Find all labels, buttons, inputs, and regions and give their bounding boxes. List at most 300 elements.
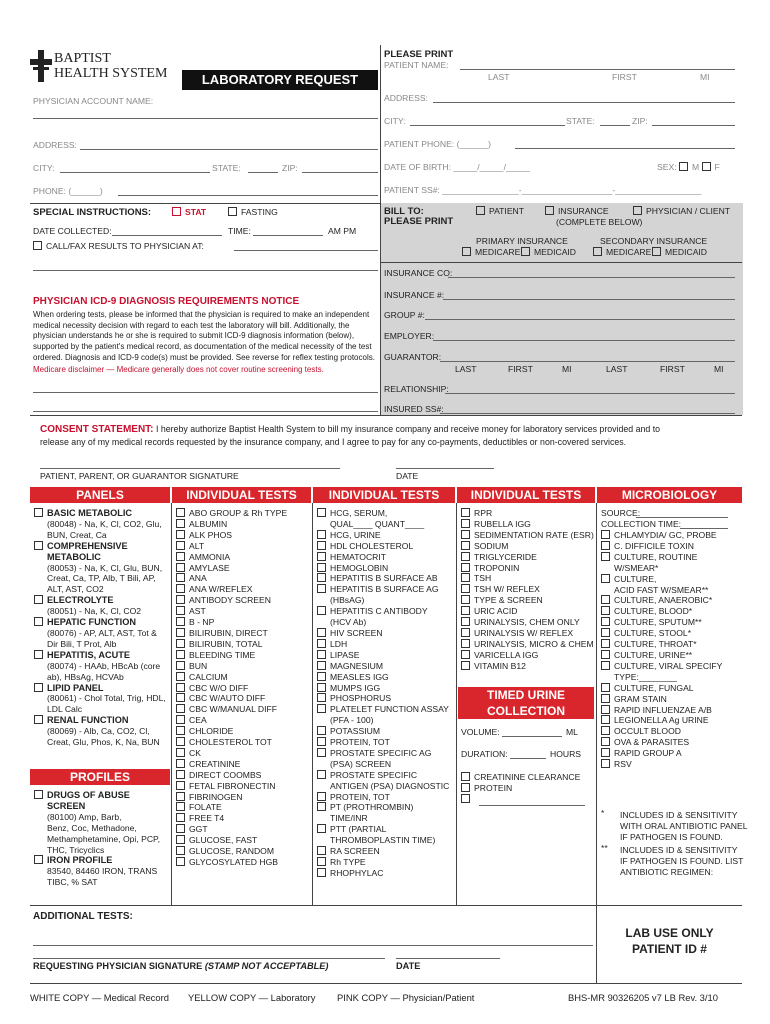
checkbox[interactable]: [601, 628, 610, 637]
guar-mi: MI: [562, 364, 572, 374]
test-option[interactable]: RUBELLA IGG: [461, 519, 594, 530]
test-option[interactable]: CBC W/MANUAL DIFF: [176, 704, 287, 715]
test-option[interactable]: RSV: [601, 759, 722, 770]
callfax-option[interactable]: CALL/FAX RESULTS TO PHYSICIAN AT:: [33, 241, 204, 252]
secondary-insurance-label: SECONDARY INSURANCE: [600, 236, 708, 246]
guar-last2: LAST: [606, 364, 628, 374]
guar-first: FIRST: [508, 364, 533, 374]
checkbox[interactable]: [317, 802, 326, 811]
test-option[interactable]: CULTURE, FUNGAL: [601, 683, 722, 694]
checkbox[interactable]: [601, 650, 610, 659]
test-option[interactable]: AMYLASE: [176, 563, 287, 574]
test-option[interactable]: HCG, URINE: [317, 530, 449, 541]
microbiology-list: CHLAMYDIA/ GC, PROBE C. DIFFICILE TOXIN CULTURE, ROUTINE W/SMEAR* CULTURE, ACID FAST W/SMEAR** CULTURE, ANAEROBIC* CULTURE, BLOOD* CULTURE, SPUTUM** CULTURE, STOOL* CULTURE, THROAT* CULTURE, URINE** CULTURE, VIRAL SPECIFY TYPE:________ CULTURE, FUNGAL GRAM STAIN RAPID INFLUENZAE A/B LEGIONELLA Ag URINE OCCULT BLOOD OVA & PARASITES RAPID GROUP A RSV: [601, 530, 722, 770]
hours-label: HOURS: [550, 749, 582, 759]
checkbox[interactable]: [34, 650, 43, 659]
test-option[interactable]: URIC ACID: [461, 606, 594, 617]
profiles-header: PROFILES: [30, 769, 170, 785]
test-option[interactable]: RA SCREEN: [317, 846, 449, 857]
test-option[interactable]: B - NP: [176, 617, 287, 628]
checkbox[interactable]: [601, 530, 610, 539]
checkbox[interactable]: [601, 748, 610, 757]
note2: INCLUDES ID & SENSITIVITY IF PATHOGEN IS FOUND. LIST ANTIBIOTIC REGIMEN:: [620, 845, 744, 877]
icd-title: PHYSICIAN ICD-9 DIAGNOSIS REQUIREMENTS NOTICE: [33, 296, 300, 307]
test-option[interactable]: CBC W/AUTO DIFF: [176, 693, 287, 704]
secondary-medicaid-option[interactable]: MEDICAID: [652, 247, 707, 258]
timed-test-option[interactable]: CREATININE CLEARANCE: [461, 772, 580, 783]
lab-use-only: LAB USE ONLY: [625, 926, 714, 940]
test-option[interactable]: VITAMIN B12: [461, 661, 594, 672]
patient-state-label: STATE:: [566, 116, 595, 126]
test-option[interactable]: HEPATIC FUNCTION: [34, 617, 166, 628]
logo: [30, 50, 180, 84]
checkbox[interactable]: [317, 748, 326, 757]
consent-statement: CONSENT STATEMENT: I hereby authorize Baptist Health System to bill my insurance company and receive money for laboratory services provided and to release any of my medical records requested by the insurance company, and I agree to pay for any co-payments, deductibles or non-covered services.: [40, 424, 661, 447]
checkbox[interactable]: [176, 595, 185, 604]
relationship-label: RELATIONSHIP:: [384, 384, 449, 394]
sex-f-checkbox[interactable]: [702, 162, 711, 171]
checkbox[interactable]: [461, 783, 470, 792]
sex-label: SEX: M F: [657, 162, 720, 172]
checkbox[interactable]: [176, 519, 185, 528]
test-option[interactable]: URINALYSIS, MICRO & CHEM: [461, 639, 594, 650]
checkbox[interactable]: [317, 683, 326, 692]
checkbox[interactable]: [461, 628, 470, 637]
test-option[interactable]: CULTURE, ANAEROBIC*: [601, 595, 722, 606]
test-option[interactable]: RAPID GROUP A: [601, 748, 722, 759]
footer-code: BHS-MR 90326205 v7 LB Rev. 3/10: [568, 992, 718, 1003]
primary-medicaid-option[interactable]: MEDICAID: [521, 247, 576, 258]
guar-last: LAST: [455, 364, 477, 374]
test-option[interactable]: C. DIFFICILE TOXIN: [601, 541, 722, 552]
checkbox[interactable]: [317, 573, 326, 582]
please-print-label: PLEASE PRINT: [384, 49, 454, 60]
checkbox[interactable]: [317, 868, 326, 877]
test-option[interactable]: FOLATE: [176, 802, 287, 813]
test-option[interactable]: OCCULT BLOOD: [601, 726, 722, 737]
test-option[interactable]: TSH W/ REFLEX: [461, 584, 594, 595]
test-option[interactable]: CEA: [176, 715, 287, 726]
test-option[interactable]: COMPREHENSIVE: [34, 541, 166, 552]
bill-please-print: PLEASE PRINT: [384, 216, 454, 227]
checkbox[interactable]: [317, 824, 326, 833]
test-option[interactable]: URINALYSIS, CHEM ONLY: [461, 617, 594, 628]
test-option[interactable]: GRAM STAIN: [601, 694, 722, 705]
checkbox[interactable]: [317, 650, 326, 659]
test-option[interactable]: SODIUM: [461, 541, 594, 552]
checkbox[interactable]: [601, 726, 610, 735]
checkbox[interactable]: [601, 694, 610, 703]
checkbox[interactable]: [176, 835, 185, 844]
ml-label: ML: [566, 727, 578, 737]
test-option[interactable]: URINALYSIS W/ REFLEX: [461, 628, 594, 639]
timed-test-option[interactable]: [461, 794, 580, 805]
test-option[interactable]: CHLORIDE: [176, 726, 287, 737]
checkbox[interactable]: [317, 693, 326, 702]
test-option[interactable]: CHLAMYDIA/ GC, PROBE: [601, 530, 722, 541]
checkbox[interactable]: [317, 584, 326, 593]
fasting-option[interactable]: FASTING: [228, 207, 278, 218]
test-option[interactable]: HEPATITIS B SURFACE AB: [317, 573, 449, 584]
checkbox[interactable]: [34, 683, 43, 692]
test-option[interactable]: CULTURE, ROUTINE: [601, 552, 722, 563]
test-option[interactable]: BUN: [176, 661, 287, 672]
checkbox[interactable]: [461, 530, 470, 539]
note1: INCLUDES ID & SENSITIVITY WITH ORAL ANTIBIOTIC PANEL IF PATHOGEN IS FOUND.: [620, 810, 748, 842]
icd-disclaimer: Medicare disclaimer — Medicare generally does not cover routine screening tests.: [33, 365, 324, 374]
checkbox[interactable]: [176, 650, 185, 659]
checkbox[interactable]: [176, 661, 185, 670]
test-option[interactable]: ELECTROLYTE: [34, 595, 166, 606]
test-option[interactable]: MAGNESIUM: [317, 661, 449, 672]
checkbox[interactable]: [601, 759, 610, 768]
checkbox[interactable]: [601, 552, 610, 561]
duration-label: DURATION:: [461, 749, 508, 759]
checkbox[interactable]: [34, 541, 43, 550]
physician-account-label: PHYSICIAN ACCOUNT NAME:: [33, 96, 154, 106]
test-option[interactable]: AMMONIA: [176, 552, 287, 563]
test-option[interactable]: RHOPHYLAC: [317, 868, 449, 879]
checkbox[interactable]: [176, 759, 185, 768]
stat-option[interactable]: STAT: [172, 207, 206, 218]
checkbox[interactable]: [461, 519, 470, 528]
checkbox[interactable]: [176, 726, 185, 735]
test-option[interactable]: Rh TYPE: [317, 857, 449, 868]
test-option[interactable]: FIBRINOGEN: [176, 792, 287, 803]
checkbox[interactable]: [34, 855, 43, 864]
individual-tests-header-1: INDIVIDUAL TESTS: [172, 487, 311, 503]
test-option[interactable]: HEMOGLOBIN: [317, 563, 449, 574]
checkbox[interactable]: [176, 584, 185, 593]
checkbox[interactable]: [34, 790, 43, 799]
checkbox[interactable]: [176, 563, 185, 572]
checkbox[interactable]: [317, 726, 326, 735]
individual-tests-list-3: [461, 508, 594, 672]
checkbox[interactable]: [461, 772, 470, 781]
checkbox[interactable]: [461, 661, 470, 670]
test-option[interactable]: HIV SCREEN: [317, 628, 449, 639]
checkbox[interactable]: [34, 617, 43, 626]
test-option[interactable]: GLYCOSYLATED HGB: [176, 857, 287, 868]
checkbox[interactable]: [317, 530, 326, 539]
checkbox[interactable]: [461, 508, 470, 517]
checkbox[interactable]: [317, 770, 326, 779]
checkbox[interactable]: [317, 792, 326, 801]
checkbox[interactable]: [176, 792, 185, 801]
test-option[interactable]: DIRECT COOMBS: [176, 770, 287, 781]
checkbox[interactable]: [317, 857, 326, 866]
checkbox[interactable]: [176, 813, 185, 822]
checkbox[interactable]: [317, 541, 326, 550]
date-collected-label: DATE COLLECTED:: [33, 226, 112, 236]
checkbox[interactable]: [176, 781, 185, 790]
checkbox[interactable]: [601, 595, 610, 604]
test-option[interactable]: RPR: [461, 508, 594, 519]
test-option[interactable]: CBC W/O DIFF: [176, 683, 287, 694]
city-label: CITY:: [33, 163, 55, 173]
test-option[interactable]: ANA: [176, 573, 287, 584]
test-option[interactable]: ALBUMIN: [176, 519, 287, 530]
test-option[interactable]: HCG, SERUM,: [317, 508, 449, 519]
checkbox[interactable]: [317, 606, 326, 615]
checkbox[interactable]: [601, 639, 610, 648]
checkbox[interactable]: [461, 541, 470, 550]
checkbox[interactable]: [461, 595, 470, 604]
group-label: GROUP #:: [384, 310, 425, 320]
test-option[interactable]: CK: [176, 748, 287, 759]
state-label: STATE:: [212, 163, 241, 173]
individual-tests-list-1: [176, 508, 287, 868]
test-option[interactable]: HEPATITIS, ACUTE: [34, 650, 166, 661]
test-option[interactable]: CULTURE, VIRAL SPECIFY: [601, 661, 722, 672]
test-option[interactable]: HEPATITIS C ANTIBODY: [317, 606, 449, 617]
timed-urine-list: [461, 772, 580, 805]
mi-label: MI: [700, 72, 710, 82]
checkbox[interactable]: [176, 606, 185, 615]
test-option[interactable]: AST: [176, 606, 287, 617]
checkbox[interactable]: [601, 661, 610, 670]
guarantor-signature-label: PATIENT, PARENT, OR GUARANTOR SIGNATURE: [40, 471, 239, 481]
checkbox[interactable]: [34, 595, 43, 604]
sex-m-checkbox[interactable]: [679, 162, 688, 171]
timed-test-option[interactable]: PROTEIN: [461, 783, 580, 794]
test-option[interactable]: ALK PHOS: [176, 530, 287, 541]
checkbox[interactable]: [461, 552, 470, 561]
panels-list: BASIC METABOLIC (80048) - Na, K, Cl, CO2, Glu, BUN, Creat, Ca COMPREHENSIVE METABOLIC (80053) - Na, K, Cl, Glu, BUN, Creat, Ca, TP, Alb, T Bili, AP, ALT, AST, CO2 ELECTROLYTE (80051) - Na, K, Cl, CO2 HEPATIC FUNCTION (80076) - AP, ALT, AST, Tot & Dir Bili, T Prot, Alb HEPATITIS, ACUTE (80074) - HAAb, HBcAb (core ab), HBsAg, HCVAb LIPID PANEL (80061) - Chol Total, Trig, HDL, LDL Calc RENAL FUNCTION (80069) - Alb, Ca, CO2, Cl, Creat, Glu, Phos, K, Na, BUN: [34, 508, 166, 748]
primary-medicare-option[interactable]: MEDICARE: [462, 247, 520, 258]
checkbox[interactable]: [176, 824, 185, 833]
test-option[interactable]: GLUCOSE, FAST: [176, 835, 287, 846]
checkbox[interactable]: [176, 846, 185, 855]
test-option[interactable]: LEGIONELLA Ag URINE: [601, 715, 722, 726]
test-option[interactable]: RENAL FUNCTION: [34, 715, 166, 726]
test-option[interactable]: CHOLESTEROL TOT: [176, 737, 287, 748]
bill-complete-note: (COMPLETE BELOW): [556, 217, 643, 227]
test-option[interactable]: HEPATITIS B SURFACE AG: [317, 584, 449, 595]
req-physician-signature: REQUESTING PHYSICIAN SIGNATURE (STAMP NOT ACCEPTABLE): [33, 961, 329, 971]
individual-tests-header-3: INDIVIDUAL TESTS: [457, 487, 595, 503]
footer-pink: PINK COPY — Physician/Patient: [337, 992, 475, 1003]
timed-urine-header: TIMED URINE COLLECTION: [458, 687, 594, 719]
checkbox[interactable]: [176, 748, 185, 757]
test-option[interactable]: CULTURE, THROAT*: [601, 639, 722, 650]
checkbox[interactable]: [317, 552, 326, 561]
employer-label: EMPLOYER:: [384, 331, 435, 341]
checkbox[interactable]: [176, 639, 185, 648]
guar-first2: FIRST: [660, 364, 685, 374]
checkbox[interactable]: [176, 617, 185, 626]
checkbox[interactable]: [317, 661, 326, 670]
checkbox[interactable]: [176, 802, 185, 811]
last-label: LAST: [488, 72, 510, 82]
test-option[interactable]: GLUCOSE, RANDOM: [176, 846, 287, 857]
test-option[interactable]: CULTURE, SPUTUM**: [601, 617, 722, 628]
checkbox[interactable]: [176, 628, 185, 637]
checkbox[interactable]: [317, 508, 326, 517]
test-option[interactable]: CALCIUM: [176, 672, 287, 683]
test-option[interactable]: FREE T4: [176, 813, 287, 824]
insured-ss-label: INSURED SS#:: [384, 404, 444, 414]
checkbox[interactable]: [317, 704, 326, 713]
checkbox[interactable]: [461, 563, 470, 572]
checkbox[interactable]: [601, 737, 610, 746]
checkbox[interactable]: [601, 705, 610, 714]
zip-label: ZIP:: [282, 163, 298, 173]
collection-time-label: COLLECTION TIME:: [601, 519, 682, 529]
test-option[interactable]: VARICELLA IGG: [461, 650, 594, 661]
test-option[interactable]: BASIC METABOLIC: [34, 508, 166, 519]
volume-label: VOLUME:: [461, 727, 500, 737]
checkbox[interactable]: [317, 628, 326, 637]
source-label: SOURCE:: [601, 508, 641, 518]
form-title: LABORATORY REQUEST: [182, 70, 378, 90]
primary-insurance-label: PRIMARY INSURANCE: [476, 236, 568, 246]
patient-city-label: CITY:: [384, 116, 406, 126]
test-option[interactable]: SEDIMENTATION RATE (ESR): [461, 530, 594, 541]
first-label: FIRST: [612, 72, 637, 82]
checkbox[interactable]: [601, 683, 610, 692]
checkbox[interactable]: [176, 672, 185, 681]
checkbox[interactable]: [317, 846, 326, 855]
insurance-co-label: INSURANCE CO:: [384, 268, 453, 278]
consent-date-label: DATE: [396, 471, 419, 481]
test-option[interactable]: PT (PROTHROMBIN): [317, 802, 449, 813]
test-option[interactable]: DRUGS OF ABUSE: [34, 790, 160, 801]
patient-address-label: ADDRESS:: [384, 93, 428, 103]
test-option[interactable]: RAPID INFLUENZAE A/B: [601, 705, 722, 716]
test-option[interactable]: CULTURE, URINE**: [601, 650, 722, 661]
patient-id-label: PATIENT ID #: [632, 942, 707, 956]
test-option[interactable]: GGT: [176, 824, 287, 835]
note2-mark: **: [601, 843, 608, 853]
checkbox[interactable]: [176, 541, 185, 550]
test-option[interactable]: PTT (PARTIAL: [317, 824, 449, 835]
test-option[interactable]: OVA & PARASITES: [601, 737, 722, 748]
checkbox[interactable]: [461, 639, 470, 648]
panels-header: PANELS: [30, 487, 170, 503]
checkbox[interactable]: [601, 574, 610, 583]
test-option[interactable]: CULTURE, STOOL*: [601, 628, 722, 639]
footer-yellow: YELLOW COPY — Laboratory: [188, 992, 316, 1003]
checkbox[interactable]: [317, 672, 326, 681]
insurance-number-label: INSURANCE #:: [384, 290, 445, 300]
checkbox[interactable]: [176, 552, 185, 561]
logo-line2: HEALTH SYSTEM: [54, 66, 168, 81]
req-date-label: DATE: [396, 961, 421, 971]
individual-tests-list-2: HCG, SERUM, QUAL____ QUANT____ HCG, URINE HDL CHOLESTEROL HEMATOCRIT HEMOGLOBIN HEPATITIS B SURFACE AB HEPATITIS B SURFACE AG (HBsAG) HEPATITIS C ANTIBODY (HCV Ab) HIV SCREEN LDH LIPASE MAGNESIUM MEASLES IGG MUMPS IGG PHOSPHORUS PLATELET FUNCTION ASSAY (PFA - 100) POTASSIUM PROTEIN, TOT PROSTATE SPECIFIC AG (PSA) SCREEN PROSTATE SPECIFIC ANTIGEN (PSA) DIAGNOSTIC PROTEIN, TOT PT (PROTHROMBIN) TIME/INR PTT (PARTIAL THROMBOPLASTIN TIME) RA SCREEN Rh TYPE RHOPHYLAC: [317, 508, 449, 879]
test-option[interactable]: FETAL FIBRONECTIN: [176, 781, 287, 792]
test-option[interactable]: PROSTATE SPECIFIC AG: [317, 748, 449, 759]
checkbox[interactable]: [317, 639, 326, 648]
test-option[interactable]: TRIGLYCERIDE: [461, 552, 594, 563]
checkbox[interactable]: [461, 794, 470, 803]
bill-to-label: BILL TO:: [384, 206, 424, 217]
test-option[interactable]: HDL CHOLESTEROL: [317, 541, 449, 552]
test-option[interactable]: CULTURE,: [601, 574, 722, 585]
checkbox[interactable]: [461, 617, 470, 626]
checkbox[interactable]: [601, 606, 610, 615]
profiles-list: DRUGS OF ABUSE SCREEN (80100) Amp, Barb, Benz, Coc, Methadone, Methamphetamine, Opi, PCP, THC, Tricyclics IRON PROFILE 83540, 84460 IRON, TRANS TIBC, % SAT: [34, 790, 160, 888]
checkbox[interactable]: [176, 704, 185, 713]
test-option[interactable]: TYPE & SCREEN: [461, 595, 594, 606]
test-option[interactable]: PROTEIN, TOT: [317, 737, 449, 748]
checkbox[interactable]: [176, 857, 185, 866]
test-option[interactable]: IRON PROFILE: [34, 855, 160, 866]
patient-zip-label: ZIP:: [632, 116, 648, 126]
additional-tests-label: ADDITIONAL TESTS:: [33, 911, 133, 922]
test-option[interactable]: MUMPS IGG: [317, 683, 449, 694]
test-option[interactable]: TROPONIN: [461, 563, 594, 574]
checkbox[interactable]: [461, 584, 470, 593]
checkbox[interactable]: [176, 693, 185, 702]
test-option[interactable]: LIPID PANEL: [34, 683, 166, 694]
test-option[interactable]: ABO GROUP & Rh TYPE: [176, 508, 287, 519]
individual-tests-header-2: INDIVIDUAL TESTS: [313, 487, 455, 503]
phone-label: PHONE: (______): [33, 186, 103, 196]
bill-insurance-option[interactable]: INSURANCE: [545, 206, 609, 217]
checkbox[interactable]: [461, 573, 470, 582]
am-pm-label: AM PM: [328, 226, 357, 236]
test-option[interactable]: LIPASE: [317, 650, 449, 661]
patient-ssn-label: PATIENT SS#: ________________-___________________-__________________: [384, 185, 702, 195]
test-option[interactable]: PLATELET FUNCTION ASSAY: [317, 704, 449, 715]
test-option[interactable]: MEASLES IGG: [317, 672, 449, 683]
bill-physician-option[interactable]: PHYSICIAN / CLIENT: [633, 206, 730, 217]
checkbox[interactable]: [176, 715, 185, 724]
checkbox[interactable]: [601, 617, 610, 626]
test-option[interactable]: BILIRUBIN, DIRECT: [176, 628, 287, 639]
checkbox[interactable]: [176, 573, 185, 582]
checkbox[interactable]: [176, 530, 185, 539]
time-label: TIME:: [228, 226, 251, 236]
test-option[interactable]: POTASSIUM: [317, 726, 449, 737]
special-instructions-label: SPECIAL INSTRUCTIONS:: [33, 207, 152, 218]
test-option[interactable]: PROTEIN, TOT: [317, 792, 449, 803]
patient-phone-label: PATIENT PHONE: (______): [384, 139, 491, 149]
checkbox[interactable]: [317, 737, 326, 746]
checkbox[interactable]: [601, 541, 610, 550]
checkbox[interactable]: [176, 508, 185, 517]
checkbox[interactable]: [317, 563, 326, 572]
checkbox[interactable]: [461, 650, 470, 659]
checkbox[interactable]: [176, 683, 185, 692]
test-option[interactable]: ANTIBODY SCREEN: [176, 595, 287, 606]
secondary-medicare-option[interactable]: MEDICARE: [593, 247, 651, 258]
checkbox[interactable]: [176, 770, 185, 779]
test-option[interactable]: LDH: [317, 639, 449, 650]
checkbox[interactable]: [34, 508, 43, 517]
test-option[interactable]: ALT: [176, 541, 287, 552]
icd-text: When ordering tests, please be informed that the physician is required to make an independent medical necessity decision with regard to each test the laboratory will bill. Additionally, the physician understands he or she is required to submit ICD-9 diagnosis information (below), supported by the patient's medical record, as documentation of the medical necessity of the test ordered. Diagnosis and ICD-9 code(s) must be provided. See reverse for reflex testing protocols.: [33, 310, 375, 362]
test-option[interactable]: BLEEDING TIME: [176, 650, 287, 661]
test-option[interactable]: PROSTATE SPECIFIC: [317, 770, 449, 781]
microbiology-header: MICROBIOLOGY: [597, 487, 742, 503]
checkbox[interactable]: [461, 606, 470, 615]
guarantor-label: GUARANTOR:: [384, 352, 442, 362]
test-option[interactable]: TSH: [461, 573, 594, 584]
bill-patient-option[interactable]: PATIENT: [476, 206, 524, 217]
test-option[interactable]: BILIRUBIN, TOTAL: [176, 639, 287, 650]
checkbox[interactable]: [601, 715, 610, 724]
test-option[interactable]: CULTURE, BLOOD*: [601, 606, 722, 617]
checkbox[interactable]: [34, 715, 43, 724]
test-option[interactable]: CREATININE: [176, 759, 287, 770]
test-option[interactable]: HEMATOCRIT: [317, 552, 449, 563]
footer: WHITE COPY — Medical Record: [30, 992, 169, 1003]
test-option[interactable]: ANA W/REFLEX: [176, 584, 287, 595]
test-option[interactable]: PHOSPHORUS: [317, 693, 449, 704]
checkbox[interactable]: [176, 737, 185, 746]
